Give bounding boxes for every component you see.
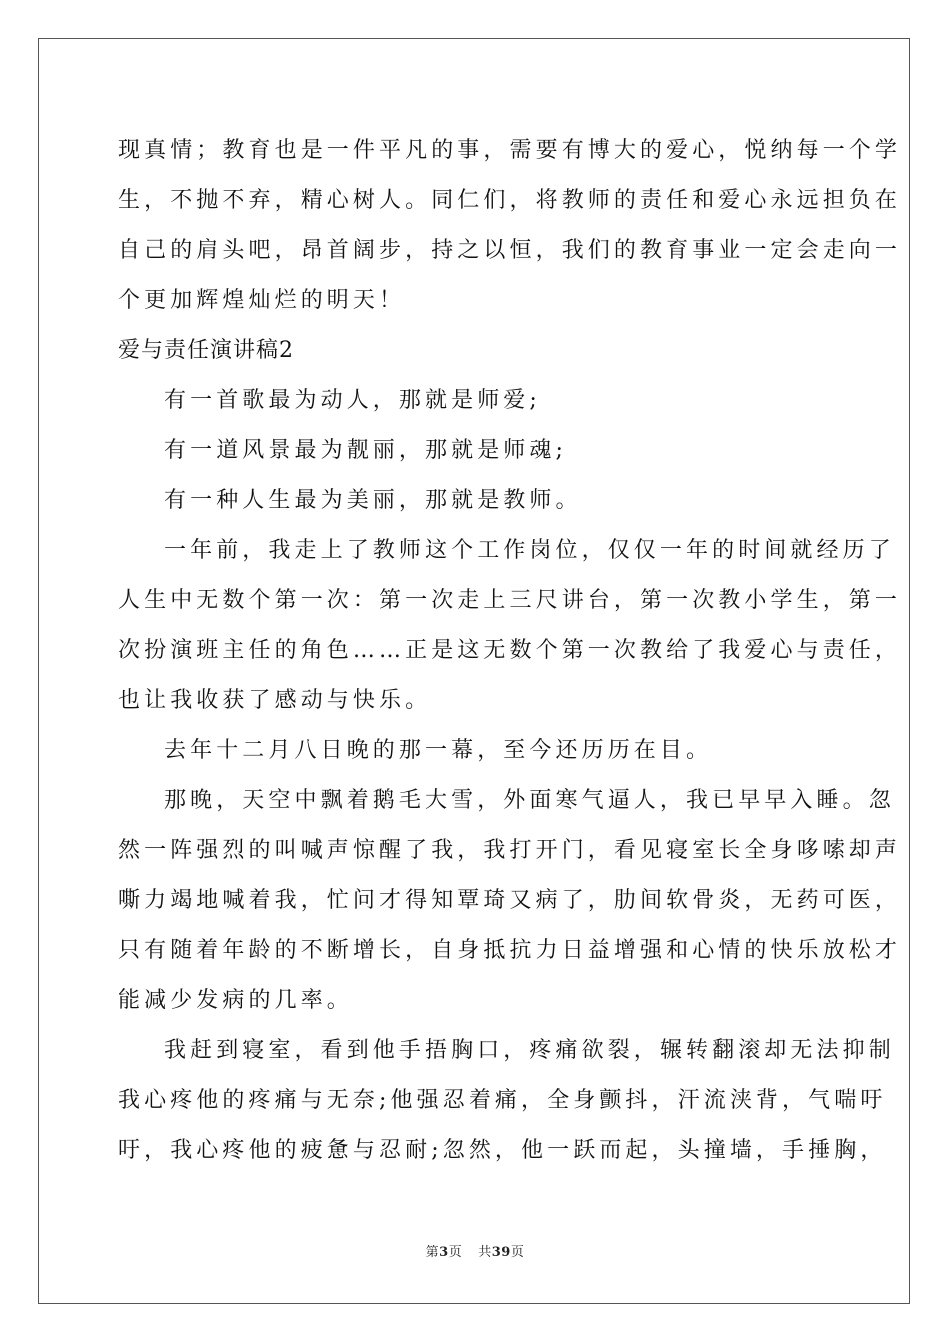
footer-page-suffix: 页 [448, 1245, 463, 1260]
footer-page-prefix: 第 [425, 1245, 440, 1260]
text-line: 嘶力竭地喊着我，忙问才得知覃琦又病了，肋间软骨炎，无药可医， [118, 888, 902, 913]
text-line: 只有随着年龄的不断增长，自身抵抗力日益增强和心情的快乐放松才 [118, 938, 902, 963]
text-line: 次扮演班主任的角色……正是这无数个第一次教给了我爱心与责任， [118, 638, 902, 663]
footer-total-pages: 39 [491, 1245, 511, 1260]
text-line: 有一道风景最为靓丽，那就是师魂; [164, 438, 568, 463]
text-line: 一年前，我走上了教师这个工作岗位，仅仅一年的时间就经历了 [164, 538, 895, 563]
text-line: 有一首歌最为动人，那就是师爱; [164, 388, 541, 413]
text-line: 个更加辉煌灿烂的明天！ [118, 288, 406, 313]
text-line: 自己的肩头吧，昂首阔步，持之以恒，我们的教育事业一定会走向一 [118, 238, 902, 263]
text-line: 那晚，天空中飘着鹅毛大雪，外面寒气逼人，我已早早入睡。忽 [164, 788, 895, 813]
paragraph [118, 126, 902, 326]
paragraph [118, 526, 902, 726]
text-line: 生，不抛不弃，精心树人。同仁们，将教师的责任和爱心永远担负在 [118, 188, 902, 213]
text-line: 现真情；教育也是一件平凡的事，需要有博大的爱心，悦纳每一个学 [118, 138, 902, 163]
paragraph [118, 426, 834, 476]
paragraph [118, 776, 902, 1026]
page-footer [0, 1243, 950, 1263]
document-body [118, 126, 902, 1176]
text-line: 有一种人生最为美丽，那就是教师。 [164, 488, 582, 513]
text-line: 也让我收获了感动与快乐。 [118, 688, 432, 713]
paragraph [118, 726, 834, 776]
paragraph [118, 1026, 895, 1176]
paragraph [118, 376, 834, 426]
text-line: 我赶到寝室，看到他手捂胸口，疼痛欲裂，辗转翻滚却无法抑制 [164, 1038, 895, 1063]
text-line: 人生中无数个第一次：第一次走上三尺讲台，第一次教小学生，第一 [118, 588, 902, 613]
text-line: 去年十二月八日晚的那一幕，至今还历历在目。 [164, 738, 713, 763]
text-line: 爱与责任演讲稿2 [118, 338, 294, 363]
text-line: 我心疼他的疼痛与无奈;他强忍着痛，全身颤抖，汗流浃背，气喘吁 [118, 1088, 887, 1113]
text-line: 能减少发病的几率。 [118, 988, 353, 1013]
footer-total-suffix: 页 [510, 1245, 525, 1260]
footer-page-number: 3 [439, 1245, 449, 1260]
text-line: 吁，我心疼他的疲惫与忍耐;忽然，他一跃而起，头撞墙，手捶胸， [118, 1138, 887, 1163]
footer-total-prefix: 共 [478, 1245, 492, 1260]
section-title [118, 326, 834, 376]
paragraph [118, 476, 834, 526]
text-line: 然一阵强烈的叫喊声惊醒了我，我打开门，看见寝室长全身哆嗦却声 [118, 838, 902, 863]
